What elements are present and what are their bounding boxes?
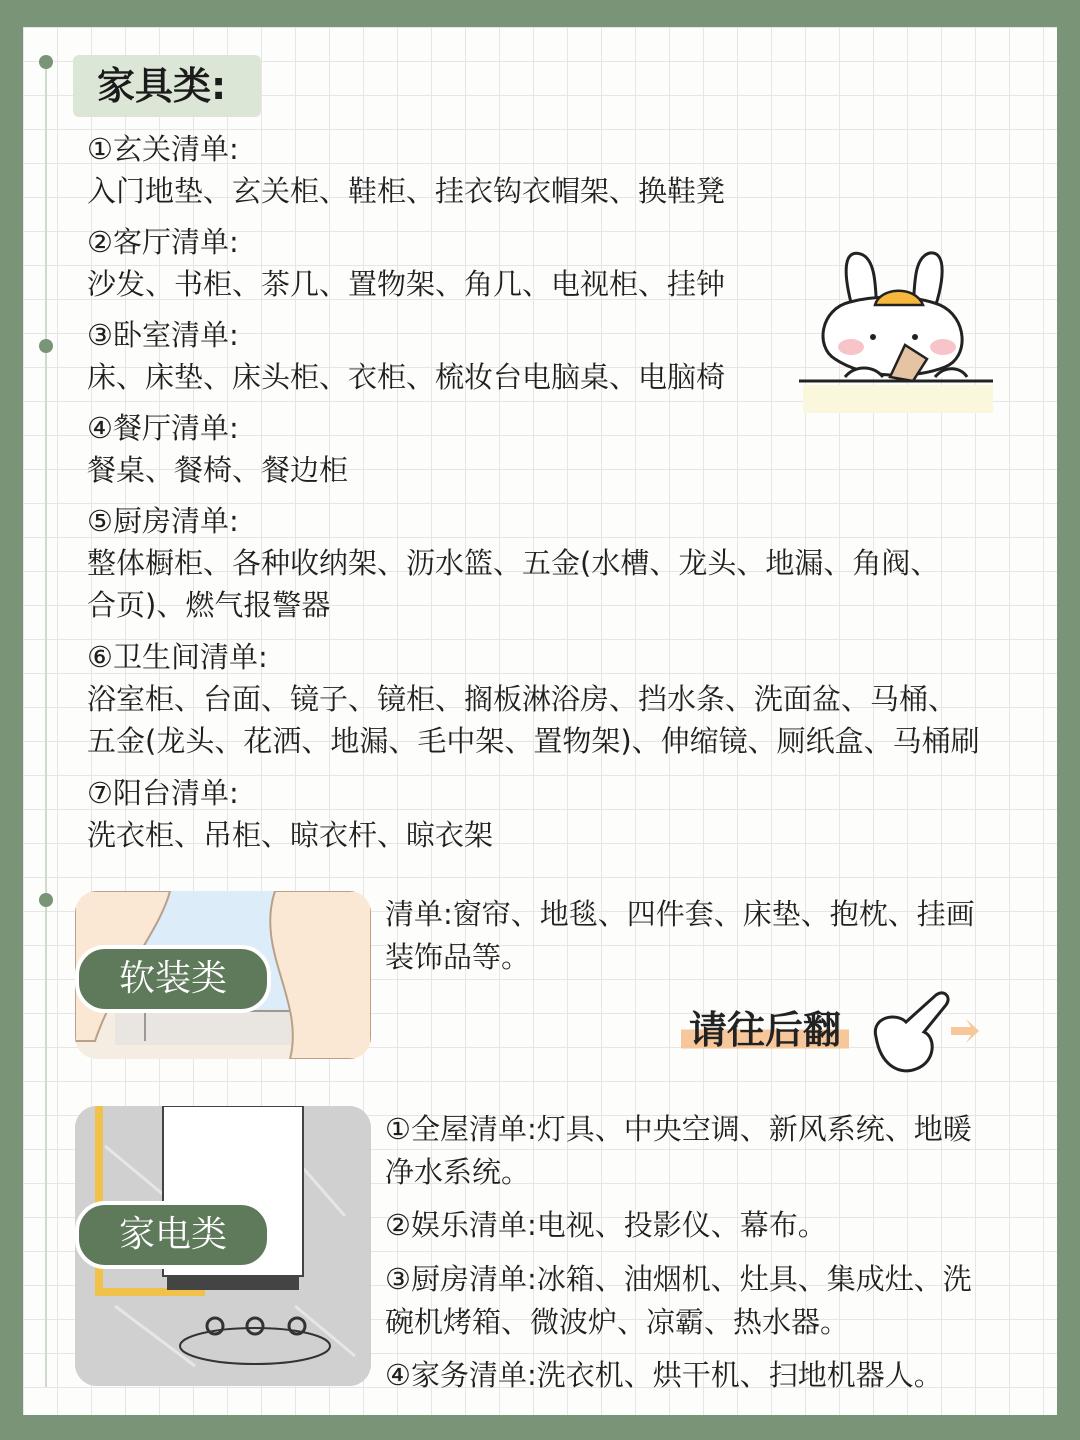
list-item: [87, 636, 1047, 762]
kitchen-list-heading: ⑤厨房清单:: [87, 504, 239, 538]
dining-list-body: 餐桌、餐椅、餐边柜: [87, 453, 349, 487]
appliance-line: ③厨房清单:冰箱、油烟机、灶具、集成灶、洗: [385, 1262, 972, 1296]
balcony-list-heading: ⑦阳台清单:: [87, 776, 239, 810]
kitchen-list-body-line: 合页)、燃气报警器: [87, 588, 331, 622]
bunny-illustration: [795, 247, 995, 417]
soft-furnishing-label: 软装类: [75, 945, 271, 1013]
appliance-line: ④家务清单:洗衣机、烘干机、扫地机器人。: [385, 1358, 943, 1392]
bedroom-list-heading: ③卧室清单:: [87, 318, 239, 352]
soft-furnishing-line: 清单:窗帘、地毯、四件套、床垫、抱枕、挂画: [385, 897, 975, 931]
bathroom-list-body-line: 五金(龙头、花洒、地漏、毛中架、置物架)、伸缩镜、厕纸盒、马桶刷: [87, 724, 980, 758]
balcony-list-body: 洗衣柜、吊柜、晾衣杆、晾衣架: [87, 818, 494, 852]
appliance-line: ①全屋清单:灯具、中央空调、新风系统、地暖: [385, 1112, 972, 1146]
timeline-line: [45, 62, 47, 1387]
timeline-dot: [39, 55, 53, 69]
timeline-dot: [39, 893, 53, 907]
bathroom-list-body-line: 浴室柜、台面、镜子、镜柜、搁板淋浴房、挡水条、洗面盆、马桶、: [87, 682, 958, 716]
appliance-line: ②娱乐清单:电视、投影仪、幕布。: [385, 1208, 827, 1242]
timeline-dot: [39, 339, 53, 353]
living-list-heading: ②客厅清单:: [87, 225, 239, 259]
list-item: [87, 407, 1047, 491]
furniture-title: 家具类:: [73, 55, 261, 117]
appliance-line: 碗机烤箱、微波炉、凉霸、热水器。: [385, 1305, 850, 1339]
dining-list-heading: ④餐厅清单:: [87, 411, 239, 445]
bedroom-list-body: 床、床垫、床头柜、衣柜、梳妆台电脑桌、电脑椅: [87, 360, 726, 394]
appliance-label: 家电类: [75, 1201, 271, 1269]
appliance-line: 净水系统。: [385, 1155, 531, 1189]
page-turn-label: 请往后翻: [681, 999, 849, 1054]
soft-furnishing-line: 装饰品等。: [385, 940, 531, 974]
page-turn-hint: [681, 987, 981, 1087]
living-list-body: 沙发、书柜、茶几、置物架、角几、电视柜、挂钟: [87, 267, 726, 301]
list-item: [87, 772, 1047, 856]
kitchen-list-body-line: 整体橱柜、各种收纳架、沥水篮、五金(水槽、龙头、地漏、角阀、: [87, 546, 940, 580]
pointing-hand-icon: [866, 987, 981, 1087]
bathroom-list-heading: ⑥卫生间清单:: [87, 640, 268, 674]
list-item: [87, 128, 1047, 212]
entrance-list-body: 入门地垫、玄关柜、鞋柜、挂衣钩衣帽架、换鞋凳: [87, 174, 726, 208]
list-item: [87, 500, 1047, 626]
checklist-page: [23, 27, 1057, 1415]
entrance-list-heading: ①玄关清单:: [87, 132, 239, 166]
